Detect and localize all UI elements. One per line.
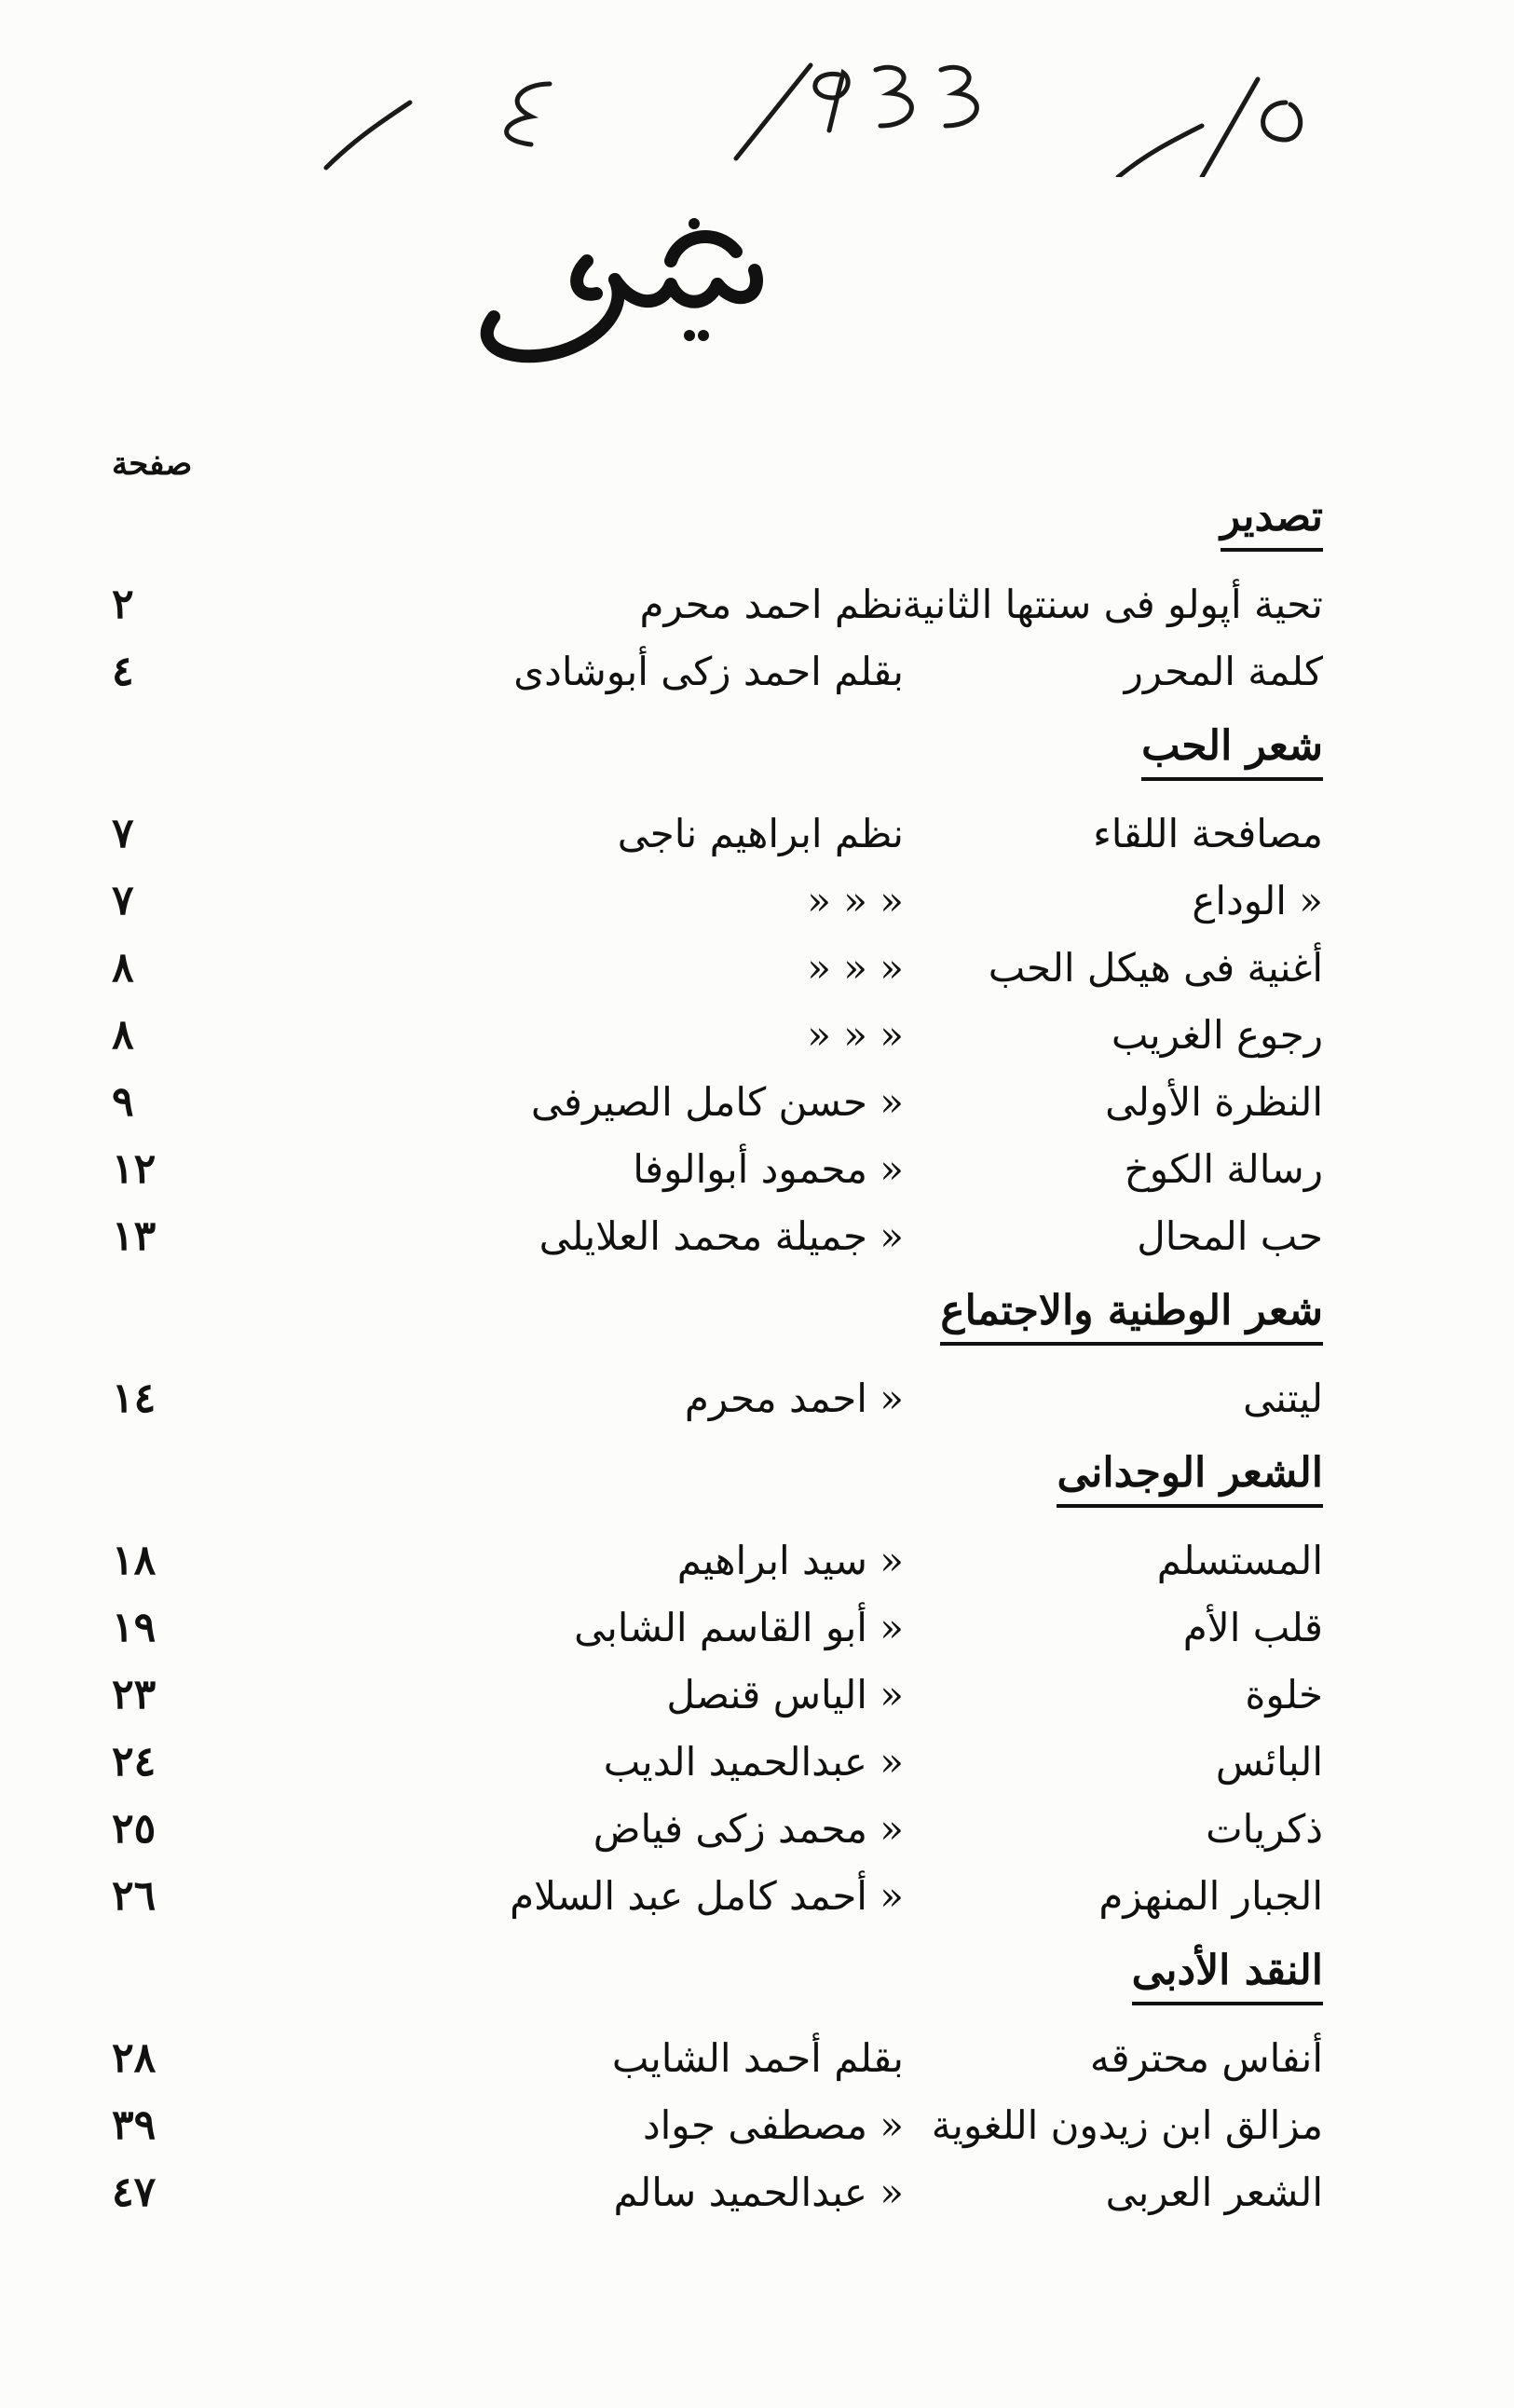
entry-title: كلمة المحرر xyxy=(1124,648,1323,694)
entry-page: ٢٤ xyxy=(112,1737,157,1785)
section-heading xyxy=(112,475,1332,552)
entry-author: « جميلة محمد العلايلى xyxy=(539,1212,904,1259)
calligraphy-title-drawing xyxy=(457,205,792,373)
section-title: شعر الوطنية والاجتماع xyxy=(940,1287,1323,1346)
entry-title: « الوداع xyxy=(1192,877,1323,924)
entry-page: ٧ xyxy=(112,809,134,857)
section-title: تصدير xyxy=(1221,493,1323,552)
entry-author: « أحمد كامل عبد السلام xyxy=(510,1872,904,1919)
entry-page: ٤٧ xyxy=(112,2168,157,2216)
entry-author: « « « xyxy=(807,877,904,924)
entry-page: ٤ xyxy=(112,647,134,695)
toc-row xyxy=(112,1795,1332,1862)
entry-page: ١٨ xyxy=(112,1536,157,1584)
handwritten-note xyxy=(0,37,1514,177)
entry-author: « سيد ابراهيم xyxy=(676,1537,904,1583)
entry-author: « « « xyxy=(807,944,904,991)
toc-row xyxy=(112,2091,1332,2158)
entry-title: خلوة xyxy=(1245,1671,1323,1717)
toc-row xyxy=(112,1202,1332,1269)
toc-row xyxy=(112,1364,1332,1431)
entry-title: أغنية فى هيكل الحب xyxy=(988,944,1323,991)
entry-title: قلب الأم xyxy=(1182,1604,1323,1650)
entry-author: « احمد محرم xyxy=(684,1375,904,1421)
entry-title: أنفاس محترقه xyxy=(1089,2034,1323,2081)
toc-row xyxy=(112,1594,1332,1661)
table-of-contents xyxy=(112,475,1332,2225)
entry-author: « أبو القاسم الشابى xyxy=(574,1604,904,1650)
entry-title: ليتنى xyxy=(1243,1375,1323,1421)
toc-row xyxy=(112,1526,1332,1594)
entry-author: « « « xyxy=(807,1011,904,1058)
entry-page: ٢٥ xyxy=(112,1804,157,1853)
toc-row xyxy=(112,570,1332,637)
toc-row xyxy=(112,1001,1332,1068)
entry-author: « عبدالحميد سالم xyxy=(613,2169,904,2215)
entry-title: الجبار المنهزم xyxy=(1098,1872,1323,1919)
section-heading xyxy=(112,705,1332,781)
entry-page: ١٩ xyxy=(112,1603,157,1651)
entry-author: « محمود أبوالوفا xyxy=(633,1145,904,1192)
section-title: شعر الحب xyxy=(1141,722,1323,781)
toc-row xyxy=(112,1661,1332,1728)
entry-author: « الياس قنصل xyxy=(666,1671,904,1717)
toc-row xyxy=(112,1728,1332,1795)
entry-title: مصافحة اللقاء xyxy=(1093,810,1323,856)
entry-page: ٣٩ xyxy=(112,2100,157,2149)
section-heading xyxy=(112,1431,1332,1508)
entry-author: نظم احمد محرم xyxy=(639,581,904,627)
entry-title: تحية أپولو فى سنتها الثانية xyxy=(902,581,1323,627)
entry-author: « محمد زكى فياض xyxy=(593,1805,904,1852)
entry-author: « حسن كامل الصيرفى xyxy=(530,1078,904,1125)
entry-title: ذكريات xyxy=(1206,1805,1323,1852)
entry-page: ٢٦ xyxy=(112,1871,157,1920)
index-title xyxy=(457,205,792,373)
entry-author: نظم ابراهيم ناجى xyxy=(617,810,904,856)
section-heading xyxy=(112,1269,1332,1346)
entry-title: المستسلم xyxy=(1156,1537,1323,1583)
toc-row xyxy=(112,637,1332,705)
toc-row xyxy=(112,800,1332,867)
toc-row xyxy=(112,2024,1332,2091)
entry-page: ٢٨ xyxy=(112,2033,157,2082)
entry-page: ٢ xyxy=(112,580,134,628)
entry-page: ١٤ xyxy=(112,1374,157,1422)
entry-page: ٩ xyxy=(112,1077,134,1126)
entry-title: رجوع الغريب xyxy=(1111,1011,1323,1058)
entry-title: حب المحال xyxy=(1137,1212,1323,1259)
toc-row xyxy=(112,1862,1332,1929)
section-title: الشعر الوجدانى xyxy=(1057,1449,1323,1508)
entry-page: ٢٣ xyxy=(112,1670,157,1718)
entry-title: مزالق ابن زيدون اللغوية xyxy=(931,2101,1323,2148)
section-heading xyxy=(112,1929,1332,2005)
entry-author: بقلم احمد زكى أبوشادى xyxy=(513,648,904,694)
page-column-label: صفحة xyxy=(112,445,193,483)
entry-page: ٨ xyxy=(112,1010,134,1059)
entry-title: الشعر العربى xyxy=(1105,2169,1323,2215)
entry-page: ٧ xyxy=(112,876,134,924)
entry-page: ١٢ xyxy=(112,1144,157,1193)
entry-title: النظرة الأولى xyxy=(1105,1078,1323,1125)
toc-row xyxy=(112,867,1332,934)
entry-author: « عبدالحميد الديب xyxy=(603,1738,904,1785)
toc-row xyxy=(112,2158,1332,2225)
toc-row xyxy=(112,1135,1332,1202)
entry-title: رسالة الكوخ xyxy=(1124,1145,1323,1192)
handwritten-note-drawing xyxy=(0,37,1514,177)
entry-page: ١٣ xyxy=(112,1211,157,1260)
entry-author: « مصطفى جواد xyxy=(642,2101,904,2148)
entry-author: بقلم أحمد الشايب xyxy=(611,2034,904,2081)
toc-row xyxy=(112,934,1332,1001)
toc-row xyxy=(112,1068,1332,1135)
entry-title: البائس xyxy=(1215,1738,1323,1785)
section-title: النقد الأدبى xyxy=(1132,1947,1323,2005)
entry-page: ٨ xyxy=(112,943,134,992)
